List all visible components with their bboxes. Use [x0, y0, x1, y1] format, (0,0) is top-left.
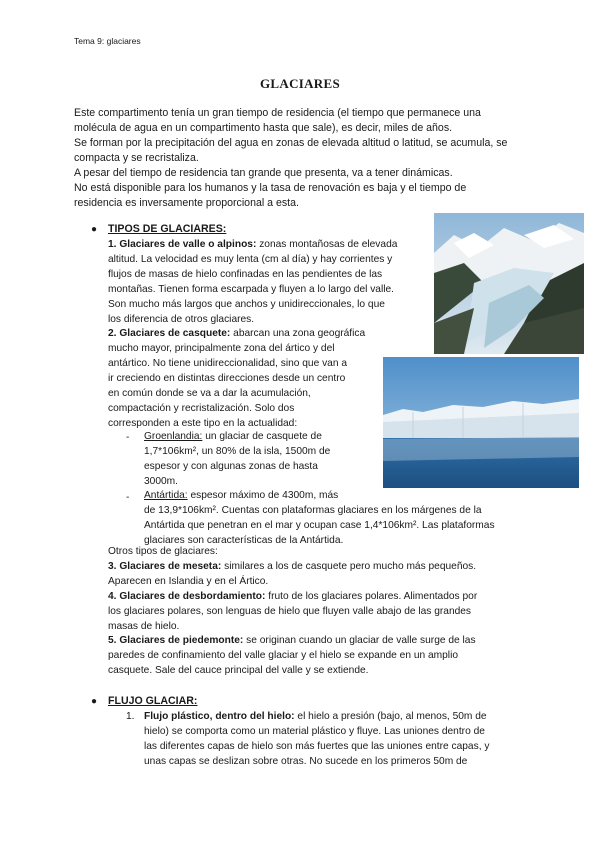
flujo-plastico-label: Flujo plástico, dentro del hielo: [144, 711, 295, 722]
page-title: GLACIARES [260, 76, 340, 91]
dash-icon: - [126, 492, 130, 503]
text-line: montañas. Tienen forma escarpada y fluyen a lo largo del valle. [108, 283, 394, 295]
text-line: antártico. No tiene unidireccionalidad, sino que van a [108, 358, 347, 370]
text-line: casquete. Sale del cauce principal del valle y se extiende. [108, 665, 369, 677]
dash-icon: - [126, 432, 130, 443]
text-line: se originan cuando un glaciar de valle surge de las [246, 635, 476, 647]
text-line: el hielo a presión (bajo, al menos, 50m de [297, 711, 487, 722]
page-header: Tema 9: glaciares [74, 36, 141, 46]
bullet-icon: ● [91, 224, 98, 235]
text-line: abarcan una zona geográfica [233, 328, 366, 340]
intro-line: compacta y se recristaliza. [74, 152, 199, 164]
text-line: Antártida que penetran en el mar y ocupan case 1,4*106km². Las plataformas [144, 519, 495, 531]
section-heading-tipos: TIPOS DE GLACIARES: [108, 223, 227, 235]
text-line: similares a los de casquete pero mucho más pequeños. [224, 560, 477, 572]
text-line: Aparecen en Islandia y en el Ártico. [108, 575, 269, 587]
valley-glacier-photo [434, 213, 584, 354]
text-line: un glaciar de casquete de [205, 431, 322, 442]
text-line: Otros tipos de glaciares: [108, 546, 218, 557]
text-line: flujos de masas de hielo confinadas en las pendientes de las [108, 268, 383, 280]
tipo-meseta-label: 3. Glaciares de meseta: [108, 560, 222, 572]
tipo-valle [108, 238, 428, 432]
section-heading-flujo: FLUJO GLACIAR: [108, 695, 198, 707]
text-line: los diferencia de otros glaciares. [108, 313, 255, 325]
text-line: corresponden a este tipo en la actualidad: [108, 417, 298, 429]
text-line: unas capas se deslizan sobre otras. No sucede en los primeros 50m de [144, 755, 468, 767]
groenlandia-label: Groenlandia: [144, 431, 203, 442]
flujo-item-1 [144, 710, 544, 770]
bullet-icon: ● [91, 696, 98, 707]
text-line: ir creciendo en distintas direcciones desde un centro [108, 373, 346, 385]
text-line: en común donde se va a dar la acumulación, [108, 388, 311, 400]
text-line: mucho mayor, principalmente zona del ártico y del [108, 343, 335, 355]
text-line: espesor máximo de 4300m, más [190, 490, 339, 501]
intro-line: Se forman por la precipitación del agua en zonas de elevada altitud o latitud, se acumula, se [74, 137, 508, 149]
intro-line: residencia es inversamente proporcional a esta. [74, 197, 299, 209]
intro-paragraph [74, 106, 534, 211]
text-line: espesor y con algunas zonas de hasta [144, 460, 318, 472]
text-line: las diferentes capas de hielo son más fuertes que las uniones entre capas, y [144, 740, 490, 752]
ice-shelf-photo [383, 357, 579, 488]
list-number: 1. [126, 711, 135, 722]
intro-line: Este compartimento tenía un gran tiempo de residencia (el tiempo que permanece una [74, 107, 481, 119]
text-line: fruto de los glaciares polares. Alimentados por [268, 590, 478, 602]
intro-line: molécula de agua en un compartimento hasta que sale), es decir, miles de años. [74, 122, 453, 134]
tipo-piedemonte-label: 5. Glaciares de piedemonte: [108, 635, 244, 647]
text-line: masas de hielo. [108, 620, 180, 632]
antartida-label: Antártida: [144, 490, 188, 501]
groenlandia-item [144, 430, 374, 490]
text-line: paredes de confinamiento del valle glaciar y el hielo se expande en un amplio [108, 650, 458, 662]
otros-tipos [108, 545, 548, 679]
tipo-valle-label: 1. Glaciares de valle o alpinos: [108, 239, 257, 250]
text-line: de 13,9*106km². Cuentas con plataformas glaciares en los márgenes de la [144, 504, 482, 516]
text-line: compactación y recristalización. Solo dos [108, 402, 295, 414]
tipo-casquete-label: 2. Glaciares de casquete: [108, 328, 231, 340]
text-line: los glaciares polares, son lenguas de hielo que fluyen valle abajo de las grandes [108, 605, 472, 617]
intro-line: A pesar del tiempo de residencia tan grande que presenta, va a tener dinámicas. [74, 167, 453, 179]
text-line: zonas montañosas de elevada [259, 239, 398, 250]
tipo-desbordamiento-label: 4. Glaciares de desbordamiento: [108, 590, 266, 602]
text-line: altitud. La velocidad es muy lenta (cm al día) y hay corrientes y [108, 253, 393, 265]
antartida-item [144, 489, 544, 549]
intro-line: No está disponible para los humanos y la tasa de renovación es baja y el tiempo de [74, 182, 467, 194]
text-line: Son mucho más largos que anchos y unidireccionales, lo que [108, 298, 385, 310]
text-line: 3000m. [144, 475, 178, 487]
text-line: glaciares son características de la Antártida. [144, 534, 344, 546]
text-line: hielo) se comporta como un material plástico y fluye. Las uniones dentro de [144, 725, 485, 737]
text-line: 1,7*106km², un 80% de la isla, 1500m de [144, 445, 331, 457]
